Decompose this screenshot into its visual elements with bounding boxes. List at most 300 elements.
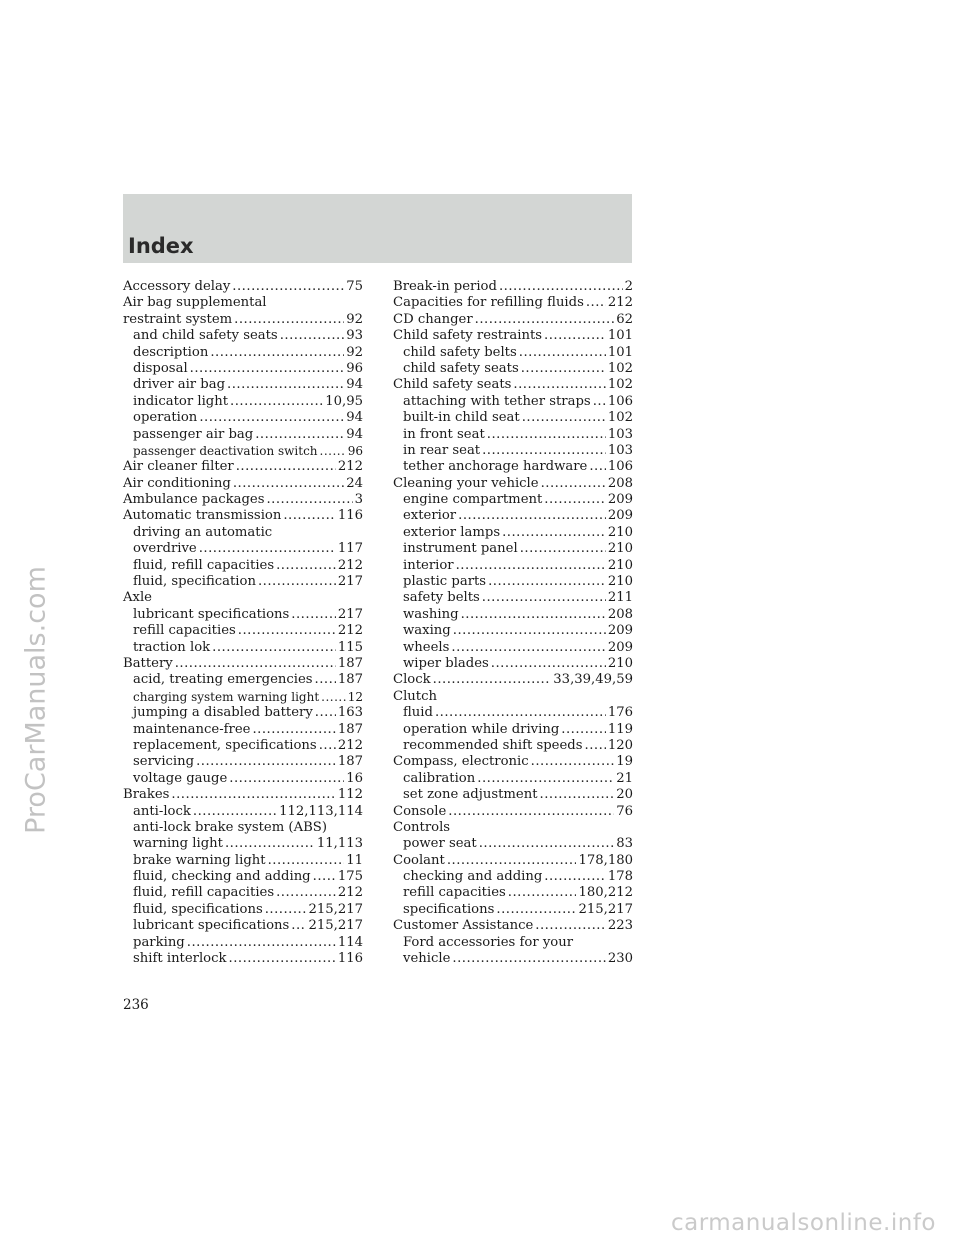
dot-leader <box>499 279 623 295</box>
dot-leader <box>199 541 336 557</box>
index-term: Cleaning your vehicle <box>393 475 539 491</box>
index-term: operation <box>133 410 198 426</box>
dot-leader <box>232 279 344 295</box>
dot-leader <box>187 935 336 951</box>
dot-leader <box>258 574 336 590</box>
index-term: tether anchorage hardware <box>403 459 588 475</box>
index-term: indicator light <box>133 393 229 409</box>
index-entry <box>393 541 633 557</box>
index-page-ref: 211 <box>607 590 633 606</box>
index-page-ref: 208 <box>607 475 633 491</box>
index-term: Ford accessories for your <box>403 934 574 950</box>
dot-leader <box>212 640 336 656</box>
dot-leader <box>283 508 335 524</box>
index-term: overdrive <box>133 541 197 557</box>
dot-leader <box>320 443 346 459</box>
index-term: CD changer <box>393 311 473 327</box>
dot-leader <box>589 459 605 475</box>
dot-leader <box>175 656 336 672</box>
dot-leader <box>593 394 606 410</box>
index-entry <box>393 918 633 934</box>
index-page-ref: 75 <box>346 279 363 294</box>
index-page-ref: 212 <box>337 737 363 753</box>
dot-leader <box>477 771 614 787</box>
dot-leader <box>453 623 606 639</box>
dot-leader <box>435 705 606 721</box>
index-entry <box>393 459 633 475</box>
index-entry <box>393 312 633 328</box>
index-term: Air bag supplemental <box>123 295 267 311</box>
dot-leader <box>199 410 344 426</box>
index-term: restraint system <box>123 311 233 327</box>
index-term: in front seat <box>403 426 485 442</box>
side-watermark <box>6 520 66 1220</box>
index-term: Coolant <box>393 852 445 868</box>
dot-leader <box>448 804 614 820</box>
index-page-ref: 163 <box>337 705 363 721</box>
dot-leader <box>475 312 615 328</box>
index-page-ref: 208 <box>607 606 633 622</box>
index-entry <box>123 885 363 901</box>
dot-leader <box>544 328 606 344</box>
index-page-ref: 24 <box>346 475 363 491</box>
dot-leader <box>268 853 345 869</box>
index-term: Air conditioning <box>123 475 231 491</box>
index-term: charging system warning light <box>133 689 320 704</box>
dot-leader <box>520 541 606 557</box>
index-page-ref: 210 <box>607 557 633 573</box>
index-term: and child safety seats <box>133 328 278 344</box>
index-term: Accessory delay <box>123 279 231 294</box>
index-term: exterior lamps <box>403 524 501 540</box>
index-entry <box>393 361 633 377</box>
index-page-ref: 94 <box>346 410 363 426</box>
index-term: fluid, specification <box>133 574 256 590</box>
index-page-ref: 215,217 <box>308 918 363 934</box>
side-watermark-text: ProCarManuals.com <box>20 566 52 834</box>
dot-leader <box>190 361 345 377</box>
index-page-ref: 83 <box>616 836 633 852</box>
index-term: in rear seat <box>403 442 481 458</box>
index-term: warning light <box>133 836 223 852</box>
index-page-ref: 209 <box>607 508 633 524</box>
index-page-ref: 223 <box>607 918 633 934</box>
index-term: Capacities for refilling fluids <box>393 295 584 311</box>
index-entry <box>393 525 633 541</box>
index-page-ref: 102 <box>607 360 633 376</box>
index-term: plastic parts <box>403 574 487 590</box>
index-entry <box>393 345 633 361</box>
index-entry <box>393 394 633 410</box>
index-term: anti-lock brake system (ABS) <box>133 819 327 835</box>
index-page-ref: 175 <box>337 869 363 885</box>
index-entry <box>393 705 633 721</box>
dot-leader <box>315 705 336 721</box>
index-entry <box>123 476 363 492</box>
index-entry <box>393 836 633 852</box>
dot-leader <box>313 869 336 885</box>
index-entry <box>123 361 363 377</box>
index-term: refill capacities <box>133 623 236 639</box>
index-entry <box>123 492 363 508</box>
section-header-band <box>123 194 632 263</box>
dot-leader <box>252 722 335 738</box>
dot-leader <box>291 918 306 934</box>
index-page-ref: 92 <box>346 311 363 327</box>
dot-leader <box>447 853 577 869</box>
index-term: anti-lock <box>133 803 191 819</box>
index-term: wiper blades <box>403 655 489 671</box>
index-term: recommended shift speeds <box>403 737 583 753</box>
index-page-ref: 94 <box>346 426 363 442</box>
index-entry <box>123 574 363 590</box>
index-page-ref: 96 <box>346 360 363 376</box>
index-entry <box>123 443 363 459</box>
dot-leader <box>238 623 336 639</box>
index-term: Ambulance packages <box>123 492 265 508</box>
index-page-ref: 33,39,49,59 <box>553 672 633 688</box>
index-page-ref: 210 <box>607 574 633 590</box>
index-term: exterior <box>403 508 457 524</box>
dot-leader <box>234 312 344 328</box>
index-page-ref: 217 <box>337 606 363 622</box>
index-page-ref: 187 <box>337 721 363 737</box>
dot-leader <box>291 607 336 623</box>
index-page-ref: 20 <box>616 787 633 803</box>
index-page-ref: 187 <box>337 655 363 671</box>
dot-leader <box>452 951 605 967</box>
index-page-ref: 212 <box>337 557 363 573</box>
index-page-ref: 209 <box>607 639 633 655</box>
dot-leader <box>519 345 606 361</box>
index-entry <box>123 672 363 688</box>
index-entry <box>123 722 363 738</box>
index-entry <box>393 558 633 574</box>
index-term: traction lok <box>133 639 211 655</box>
dot-leader <box>521 361 606 377</box>
index-page-ref: 210 <box>607 655 633 671</box>
dot-leader <box>544 492 606 508</box>
index-entry <box>123 508 363 524</box>
index-entry <box>123 525 363 541</box>
index-entry <box>123 804 363 820</box>
index-entry <box>393 853 633 869</box>
index-entry <box>123 771 363 787</box>
index-page-ref: 106 <box>607 459 633 475</box>
index-term: Break-in period <box>393 279 497 294</box>
index-term: shift interlock <box>133 951 227 967</box>
index-term: acid, treating emergencies <box>133 672 313 688</box>
index-term: Brakes <box>123 787 170 803</box>
index-term: passenger air bag <box>133 426 254 442</box>
index-entry <box>393 869 633 885</box>
index-entry <box>123 623 363 639</box>
index-term: fluid, checking and adding <box>133 869 311 885</box>
index-term: jumping a disabled battery <box>133 705 313 721</box>
index-entry <box>393 902 633 918</box>
index-term: driver air bag <box>133 377 226 393</box>
index-term: fluid <box>403 705 433 721</box>
index-term: Customer Assistance <box>393 918 534 934</box>
index-term: passenger deactivation switch <box>133 443 318 458</box>
index-page-ref: 178 <box>607 869 633 885</box>
index-entry <box>123 607 363 623</box>
dot-leader <box>488 574 606 590</box>
index-entry <box>123 459 363 475</box>
dot-leader <box>502 525 606 541</box>
dot-leader <box>193 804 277 820</box>
index-entry <box>123 689 363 705</box>
index-page-ref: 215,217 <box>308 901 363 917</box>
index-entry <box>393 754 633 770</box>
index-term: fluid, specifications <box>133 901 263 917</box>
index-page-ref: 212 <box>337 459 363 475</box>
index-entry <box>393 476 633 492</box>
dot-leader <box>276 885 336 901</box>
index-term: vehicle <box>403 951 451 967</box>
index-page-ref: 187 <box>337 754 363 770</box>
dot-leader <box>236 459 336 475</box>
dot-leader <box>508 885 577 901</box>
dot-leader <box>266 492 352 508</box>
dot-leader <box>255 427 344 443</box>
index-entry <box>393 443 633 459</box>
index-term: safety belts <box>403 590 480 606</box>
dot-leader <box>513 377 605 393</box>
index-entry <box>393 590 633 606</box>
index-term: description <box>133 344 209 360</box>
index-page-ref: 210 <box>607 524 633 540</box>
dot-leader <box>541 476 606 492</box>
index-page-ref: 187 <box>337 672 363 688</box>
index-term: Child safety seats <box>393 377 512 393</box>
index-entry <box>123 394 363 410</box>
index-column-right <box>393 279 633 967</box>
index-term: parking <box>133 934 185 950</box>
index-term: maintenance-free <box>133 721 251 737</box>
index-page-ref: 101 <box>607 328 633 344</box>
index-page-ref: 101 <box>607 344 633 360</box>
index-term: built-in child seat <box>403 410 520 426</box>
bottom-watermark: carmanualsonline.info <box>670 1210 936 1236</box>
index-page-ref: 116 <box>337 508 363 524</box>
index-term: washing <box>403 606 459 622</box>
index-term: checking and adding <box>403 869 543 885</box>
index-page-ref: 11 <box>346 852 363 868</box>
index-page-ref: 178,180 <box>578 852 633 868</box>
index-entry <box>393 410 633 426</box>
dot-leader <box>561 722 606 738</box>
dot-leader <box>487 427 606 443</box>
index-page-ref: 209 <box>607 492 633 508</box>
dot-leader <box>586 295 606 311</box>
index-page-ref: 103 <box>607 426 633 442</box>
index-entry <box>123 853 363 869</box>
dot-leader <box>491 656 606 672</box>
index-term: waxing <box>403 623 451 639</box>
dot-leader <box>540 787 615 803</box>
index-page-ref: 209 <box>607 623 633 639</box>
index-entry <box>123 345 363 361</box>
index-entry <box>123 328 363 344</box>
index-term: fluid, refill capacities <box>133 885 275 901</box>
index-entry <box>123 902 363 918</box>
index-page-ref: 217 <box>337 574 363 590</box>
index-entry <box>123 279 363 295</box>
index-entry <box>123 705 363 721</box>
dot-leader <box>535 918 606 934</box>
index-entry <box>123 558 363 574</box>
index-entry <box>123 541 363 557</box>
index-page-ref: 180,212 <box>578 885 633 901</box>
dot-leader <box>482 590 606 606</box>
index-entry <box>393 738 633 754</box>
index-entry <box>393 951 633 967</box>
index-entry <box>393 885 633 901</box>
index-page-ref: 114 <box>337 934 363 950</box>
index-term: servicing <box>133 754 195 770</box>
index-entry <box>393 623 633 639</box>
dot-leader <box>544 869 606 885</box>
index-term: lubricant specifications <box>133 606 290 622</box>
index-page-ref: 215,217 <box>578 901 633 917</box>
index-page-ref: 96 <box>347 443 363 458</box>
index-term: set zone adjustment <box>403 787 538 803</box>
index-page-ref: 212 <box>337 623 363 639</box>
dot-leader <box>233 476 344 492</box>
index-entry <box>393 804 633 820</box>
dot-leader <box>227 377 344 393</box>
index-entry <box>393 508 633 524</box>
index-page-ref: 10,95 <box>325 393 363 409</box>
index-entry <box>123 918 363 934</box>
index-entry <box>393 328 633 344</box>
index-column-left <box>123 279 363 967</box>
index-entry <box>393 607 633 623</box>
index-entry <box>393 377 633 393</box>
dot-leader <box>522 410 606 426</box>
index-page-ref: 62 <box>616 311 633 327</box>
index-entry <box>123 656 363 672</box>
dot-leader <box>482 443 606 459</box>
index-page-ref: 230 <box>607 951 633 967</box>
index-term: voltage gauge <box>133 770 228 786</box>
index-page-ref: 212 <box>607 295 633 311</box>
index-page-ref: 11,113 <box>316 836 363 852</box>
index-entry <box>123 590 363 606</box>
index-page-ref: 92 <box>346 344 363 360</box>
index-term: lubricant specifications <box>133 918 290 934</box>
index-entry <box>393 771 633 787</box>
index-page-ref: 210 <box>607 541 633 557</box>
index-term: engine compartment <box>403 492 543 508</box>
index-term: instrument panel <box>403 541 518 557</box>
index-term: child safety seats <box>403 360 519 376</box>
index-entry <box>123 820 363 836</box>
index-page-ref: 176 <box>607 705 633 721</box>
dot-leader <box>458 508 606 524</box>
index-page-ref: 94 <box>346 377 363 393</box>
index-term: Child safety restraints <box>393 328 543 344</box>
index-entry <box>123 640 363 656</box>
index-page-ref: 102 <box>607 410 633 426</box>
index-term: replacement, specifications <box>133 737 317 753</box>
dot-leader <box>321 689 346 705</box>
index-entry <box>393 787 633 803</box>
index-term: power seat <box>403 836 477 852</box>
dot-leader <box>276 558 336 574</box>
index-entry <box>393 820 633 836</box>
dot-leader <box>585 738 606 754</box>
dot-leader <box>461 607 606 623</box>
index-entry <box>123 951 363 967</box>
index-entry <box>123 738 363 754</box>
index-page-ref: 120 <box>607 737 633 753</box>
index-term: fluid, refill capacities <box>133 557 275 573</box>
dot-leader <box>225 836 315 852</box>
index-entry <box>123 295 363 311</box>
index-term: disposal <box>133 360 188 376</box>
index-entry <box>393 492 633 508</box>
index-entry <box>123 754 363 770</box>
dot-leader <box>229 771 344 787</box>
index-term: specifications <box>403 901 495 917</box>
index-entry <box>393 279 633 295</box>
index-entry <box>123 410 363 426</box>
dot-leader <box>196 754 336 770</box>
index-page-ref: 102 <box>607 377 633 393</box>
index-page-ref: 112,113,114 <box>279 803 363 819</box>
index-term: Console <box>393 803 447 819</box>
dot-leader <box>315 672 336 688</box>
dot-leader <box>265 902 307 918</box>
index-term: refill capacities <box>403 885 506 901</box>
index-term: Battery <box>123 655 173 671</box>
index-page-ref: 106 <box>607 393 633 409</box>
index-term: Compass, electronic <box>393 754 529 770</box>
index-entry <box>123 869 363 885</box>
index-entry <box>123 312 363 328</box>
index-term: interior <box>403 557 454 573</box>
index-page-ref: 116 <box>337 951 363 967</box>
index-entry <box>123 836 363 852</box>
index-page-ref: 16 <box>346 770 363 786</box>
dot-leader <box>210 345 344 361</box>
dot-leader <box>319 738 336 754</box>
dot-leader <box>280 328 345 344</box>
index-term: Axle <box>123 590 152 606</box>
index-page-ref: 117 <box>337 541 363 557</box>
index-term: child safety belts <box>403 344 517 360</box>
index-entry <box>393 672 633 688</box>
index-entry <box>393 656 633 672</box>
dot-leader <box>229 951 336 967</box>
index-page-ref: 19 <box>616 754 633 770</box>
index-term: Controls <box>393 819 451 835</box>
index-page-ref: 12 <box>347 689 363 704</box>
index-page-ref: 112 <box>337 787 363 803</box>
dot-leader <box>496 902 576 918</box>
index-term: calibration <box>403 770 476 786</box>
section-title: Index <box>128 234 194 258</box>
index-entry <box>393 935 633 951</box>
index-term: attaching with tether straps <box>403 393 591 409</box>
page-number: 236 <box>123 997 149 1013</box>
index-page-ref: 212 <box>337 885 363 901</box>
dot-leader <box>230 394 323 410</box>
index-page-ref: 103 <box>607 442 633 458</box>
index-term: wheels <box>403 639 450 655</box>
